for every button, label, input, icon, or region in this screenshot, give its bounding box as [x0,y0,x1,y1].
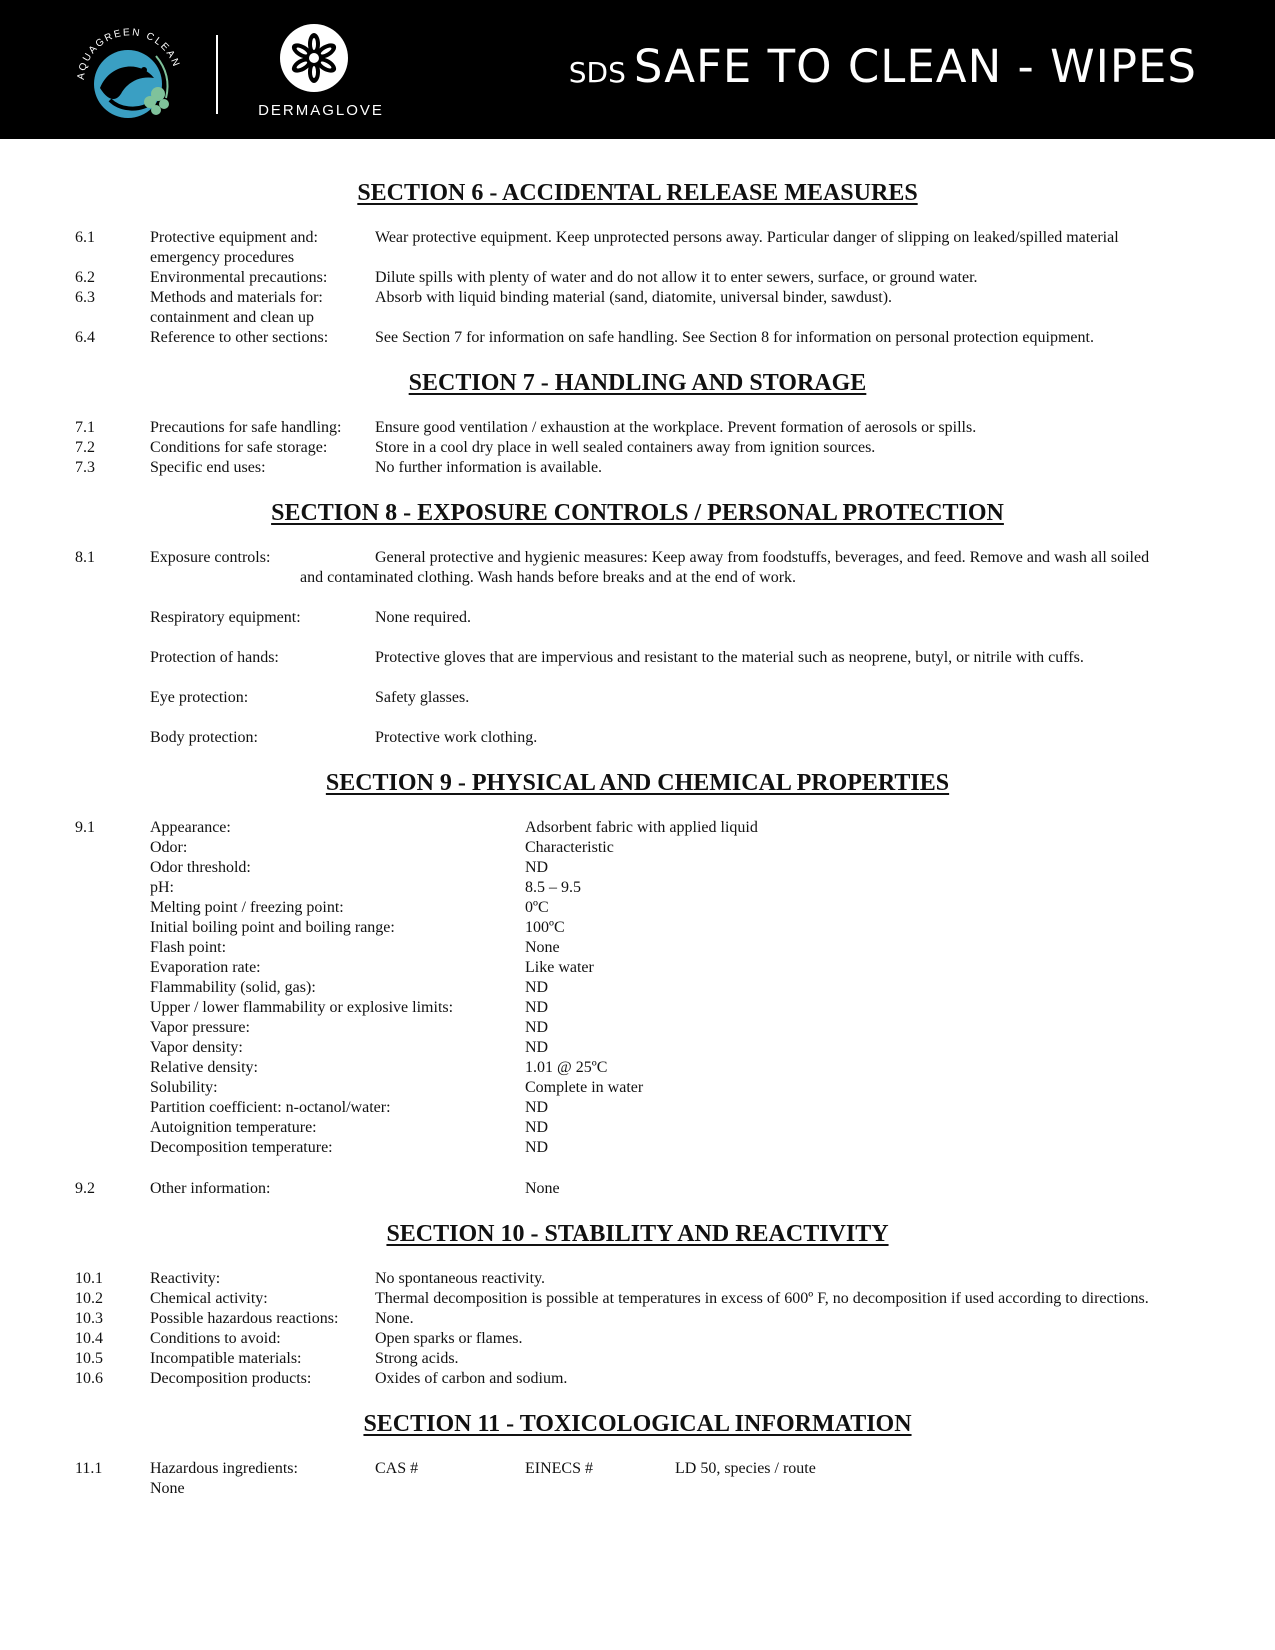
property-value: Like water [525,959,594,976]
row-number: 7.2 [75,439,95,456]
dermaglove-wordmark: DERMAGLOVE [258,102,384,119]
property-label: Partition coefficient: n-octanol/water: [150,1099,391,1116]
row-number: 10.6 [75,1370,103,1387]
section-9-title: SECTION 9 - PHYSICAL AND CHEMICAL PROPERTIES [325,770,950,796]
row-value: No spontaneous reactivity. [375,1270,546,1287]
row-number: 10.5 [75,1350,103,1367]
row-label: Reference to other sections: [150,329,329,346]
row-value: Absorb with liquid binding material (sand, diatomite, universal binder, sawdust). [375,289,893,306]
property-value: 100ºC [525,919,565,936]
row-value: None. [375,1310,414,1327]
row-label: Other information: [150,1180,271,1197]
property-value: ND [525,1099,549,1116]
section-11-title: SECTION 11 - TOXICOLOGICAL INFORMATION [363,1411,912,1437]
row-value-cont: and contaminated clothing. Wash hands before breaks and at the end of work. [300,569,797,586]
row-label: Chemical activity: [150,1290,268,1307]
dermaglove-logo [258,22,402,126]
row-number: 8.1 [75,549,95,566]
aquagreen-clean-logo [70,18,190,122]
property-value: 0ºC [525,899,549,916]
property-label: Relative density: [150,1059,258,1076]
property-label: Initial boiling point and boiling range: [150,919,395,936]
row-label: Methods and materials for: [150,289,323,306]
column-header-cas: CAS # [375,1460,419,1477]
row-value: Wear protective equipment. Keep unprotected persons away. Particular danger of slipping on leaked/spilled material [375,229,1119,246]
section-7-title: SECTION 7 - HANDLING AND STORAGE [408,370,867,396]
property-value: Adsorbent fabric with applied liquid [525,819,758,836]
row-value: Protective work clothing. [375,729,538,746]
row-value: Store in a cool dry place in well sealed containers away from ignition sources. [375,439,876,456]
property-value: ND [525,1039,549,1056]
property-value: ND [525,1139,549,1156]
property-value: ND [525,979,549,996]
property-value: 8.5 – 9.5 [525,879,581,896]
row-value: General protective and hygienic measures: Keep away from foodstuffs, beverages, and feed. Remove and wash all soiled [375,549,1150,566]
property-value: ND [525,859,549,876]
row-value: Protective gloves that are impervious and resistant to the material such as neoprene, butyl, or nitrile with cuffs. [375,649,1084,666]
row-value: Dilute spills with plenty of water and do not allow it to enter sewers, surface, or ground water. [375,269,978,286]
column-header-ld50: LD 50, species / route [675,1460,816,1477]
property-value: 1.01 @ 25ºC [525,1059,608,1076]
row-number: 9.2 [75,1180,95,1197]
row-label: Specific end uses: [150,459,266,476]
row-value: Strong acids. [375,1350,459,1367]
property-label: Flammability (solid, gas): [150,979,316,996]
property-value: Complete in water [525,1079,644,1096]
title-main: SAFE TO CLEAN - WIPES [633,40,1197,93]
row-label: Body protection: [150,729,258,746]
property-label: Odor: [150,839,188,856]
row-label: Reactivity: [150,1270,221,1287]
row-number: 10.4 [75,1330,103,1347]
row-number: 10.1 [75,1270,103,1287]
row-label: Respiratory equipment: [150,609,301,626]
property-label: pH: [150,879,174,896]
row-label: Protective equipment and: [150,229,318,246]
row-value: Oxides of carbon and sodium. [375,1370,568,1387]
row-number: 7.1 [75,419,95,436]
section-6-title: SECTION 6 - ACCIDENTAL RELEASE MEASURES [357,180,918,206]
row-label: Environmental precautions: [150,269,328,286]
property-value: None [525,939,560,956]
row-label-cont: containment and clean up [150,309,314,326]
row-number: 11.1 [75,1460,103,1477]
row-value: Open sparks or flames. [375,1330,523,1347]
property-value: ND [525,1119,549,1136]
property-value: Characteristic [525,839,614,856]
column-header-einecs: EINECS # [525,1460,593,1477]
row-value: None [150,1480,185,1497]
row-label: Conditions to avoid: [150,1330,281,1347]
row-label: Decomposition products: [150,1370,312,1387]
row-label: Exposure controls: [150,549,271,566]
row-label: Precautions for safe handling: [150,419,342,436]
aquagreen-clean-wordmark: AQUAGREEN CLEAN [75,27,182,81]
property-label: Odor threshold: [150,859,251,876]
property-label: Decomposition temperature: [150,1139,333,1156]
dermaglove-flower-icon [278,22,350,94]
row-label: Protection of hands: [150,649,279,666]
section-8-title: SECTION 8 - EXPOSURE CONTROLS / PERSONAL PROTECTION [271,500,1004,526]
row-value: None required. [375,609,471,626]
property-label: Melting point / freezing point: [150,899,344,916]
row-number: 10.3 [75,1310,103,1327]
row-number: 6.2 [75,269,95,286]
row-number: 6.3 [75,289,95,306]
row-label: Conditions for safe storage: [150,439,328,456]
row-label: Hazardous ingredients: [150,1460,298,1477]
property-label: Vapor pressure: [150,1019,250,1036]
property-value: ND [525,1019,549,1036]
logo-divider [216,35,218,114]
property-label: Upper / lower flammability or explosive limits: [150,999,454,1016]
title-prefix: SDS [568,56,626,89]
row-label: Incompatible materials: [150,1350,302,1367]
property-label: Flash point: [150,939,227,956]
row-number: 10.2 [75,1290,103,1307]
row-number: 6.4 [75,329,95,346]
document-title [569,40,1197,93]
section-10-title: SECTION 10 - STABILITY AND REACTIVITY [386,1221,889,1247]
property-value: ND [525,999,549,1016]
row-number: 7.3 [75,459,95,476]
row-value: None [525,1180,560,1197]
row-value: Ensure good ventilation / exhaustion at the workplace. Prevent formation of aerosols or spills. [375,419,977,436]
row-number: 6.1 [75,229,95,246]
row-number: 9.1 [75,819,95,836]
header-bar [0,0,1275,139]
row-label-cont: emergency procedures [150,249,295,266]
property-label: Autoignition temperature: [150,1119,317,1136]
row-value: See Section 7 for information on safe handling. See Section 8 for information on personal protection equipment. [375,329,1094,346]
row-value: Thermal decomposition is possible at temperatures in excess of 600º F, no decomposition if used according to directions. [375,1290,1149,1307]
row-value: No further information is available. [375,459,603,476]
property-label: Solubility: [150,1079,218,1096]
property-label: Vapor density: [150,1039,243,1056]
row-value: Safety glasses. [375,689,470,706]
row-label: Eye protection: [150,689,249,706]
property-label: Appearance: [150,819,231,836]
property-label: Evaporation rate: [150,959,261,976]
row-label: Possible hazardous reactions: [150,1310,339,1327]
